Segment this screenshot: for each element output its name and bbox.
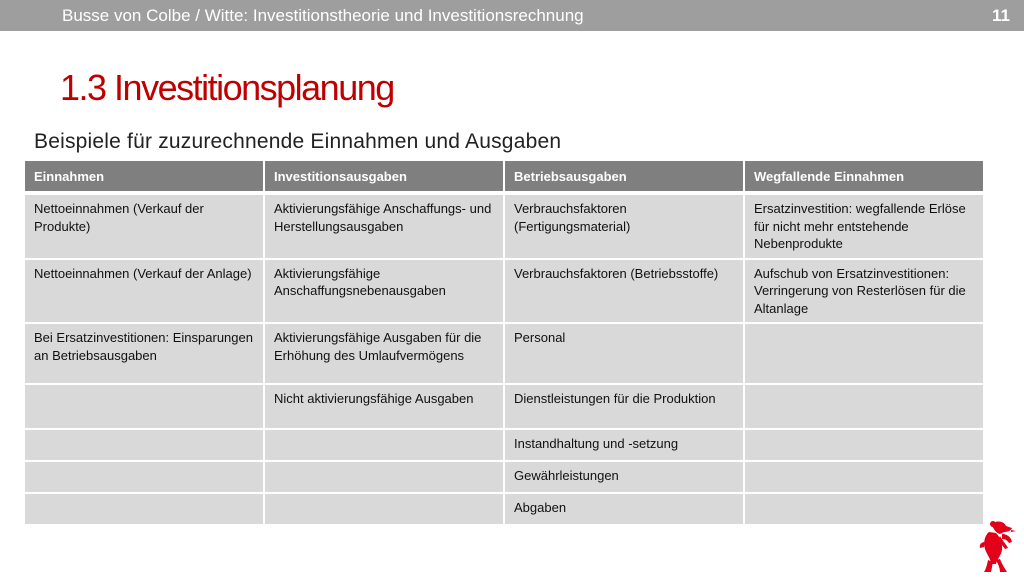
table-cell: Aktivierungsfähige Anschaffungs- und Herstellungsausgaben [265,195,503,258]
table-cell [745,385,983,428]
table-cell [25,430,263,460]
table-row [25,195,983,258]
header-bar [0,0,1024,31]
table-cell: Instandhaltung und -setzung [505,430,743,460]
table-cell [25,494,263,524]
table-row [25,324,983,383]
column-header-wegfallende-einnahmen: Wegfallende Einnahmen [745,161,983,193]
table-cell: Verbrauchsfaktoren (Betriebsstoffe) [505,260,743,323]
header-text: Busse von Colbe / Witte: Investitionstheorie und Investitionsrechnung [62,6,584,25]
examples-table [23,159,985,526]
table-cell [265,494,503,524]
table-cell [745,494,983,524]
table-cell [25,462,263,492]
table-cell: Nicht aktivierungsfähige Ausgaben [265,385,503,428]
table-cell [745,462,983,492]
table-cell: Aktivierungsfähige Ausgaben für die Erhöhung des Umlaufvermögens [265,324,503,383]
table-cell: Ersatzinvestition: wegfallende Erlöse für nicht mehr entstehende Nebenprodukte [745,195,983,258]
slide-title: 1.3 Investitionsplanung [60,67,394,108]
table-cell: Nettoeinnahmen (Verkauf der Anlage) [25,260,263,323]
column-header-betriebsausgaben: Betriebsausgaben [505,161,743,193]
table-row [25,430,983,460]
table-row [25,494,983,524]
table-cell: Aktivierungsfähige Anschaffungsnebenausgaben [265,260,503,323]
table-cell [745,430,983,460]
table-cell [25,385,263,428]
table-cell: Verbrauchsfaktoren (Fertigungsmaterial) [505,195,743,258]
table-cell: Gewährleistungen [505,462,743,492]
column-header-einnahmen: Einnahmen [25,161,263,193]
table-cell: Personal [505,324,743,383]
table-cell: Bei Ersatzinvestitionen: Einsparungen an Betriebsausgaben [25,324,263,383]
table-cell: Dienstleistungen für die Produktion [505,385,743,428]
table-row [25,260,983,323]
table-cell: Aufschub von Ersatzinvestitionen: Verringerung von Resterlösen für die Altanlage [745,260,983,323]
table-cell [265,462,503,492]
page-number: 11 [992,6,1010,25]
table-cell [265,430,503,460]
table-cell: Nettoeinnahmen (Verkauf der Produkte) [25,195,263,258]
table-row [25,462,983,492]
table-header-row [25,161,983,193]
berlin-bear-icon [978,518,1018,574]
table-row [25,385,983,428]
table-cell [745,324,983,383]
slide-subtitle: Beispiele für zuzurechnende Einnahmen und Ausgaben [34,130,562,153]
column-header-investitionsausgaben: Investitionsausgaben [265,161,503,193]
table-cell: Abgaben [505,494,743,524]
